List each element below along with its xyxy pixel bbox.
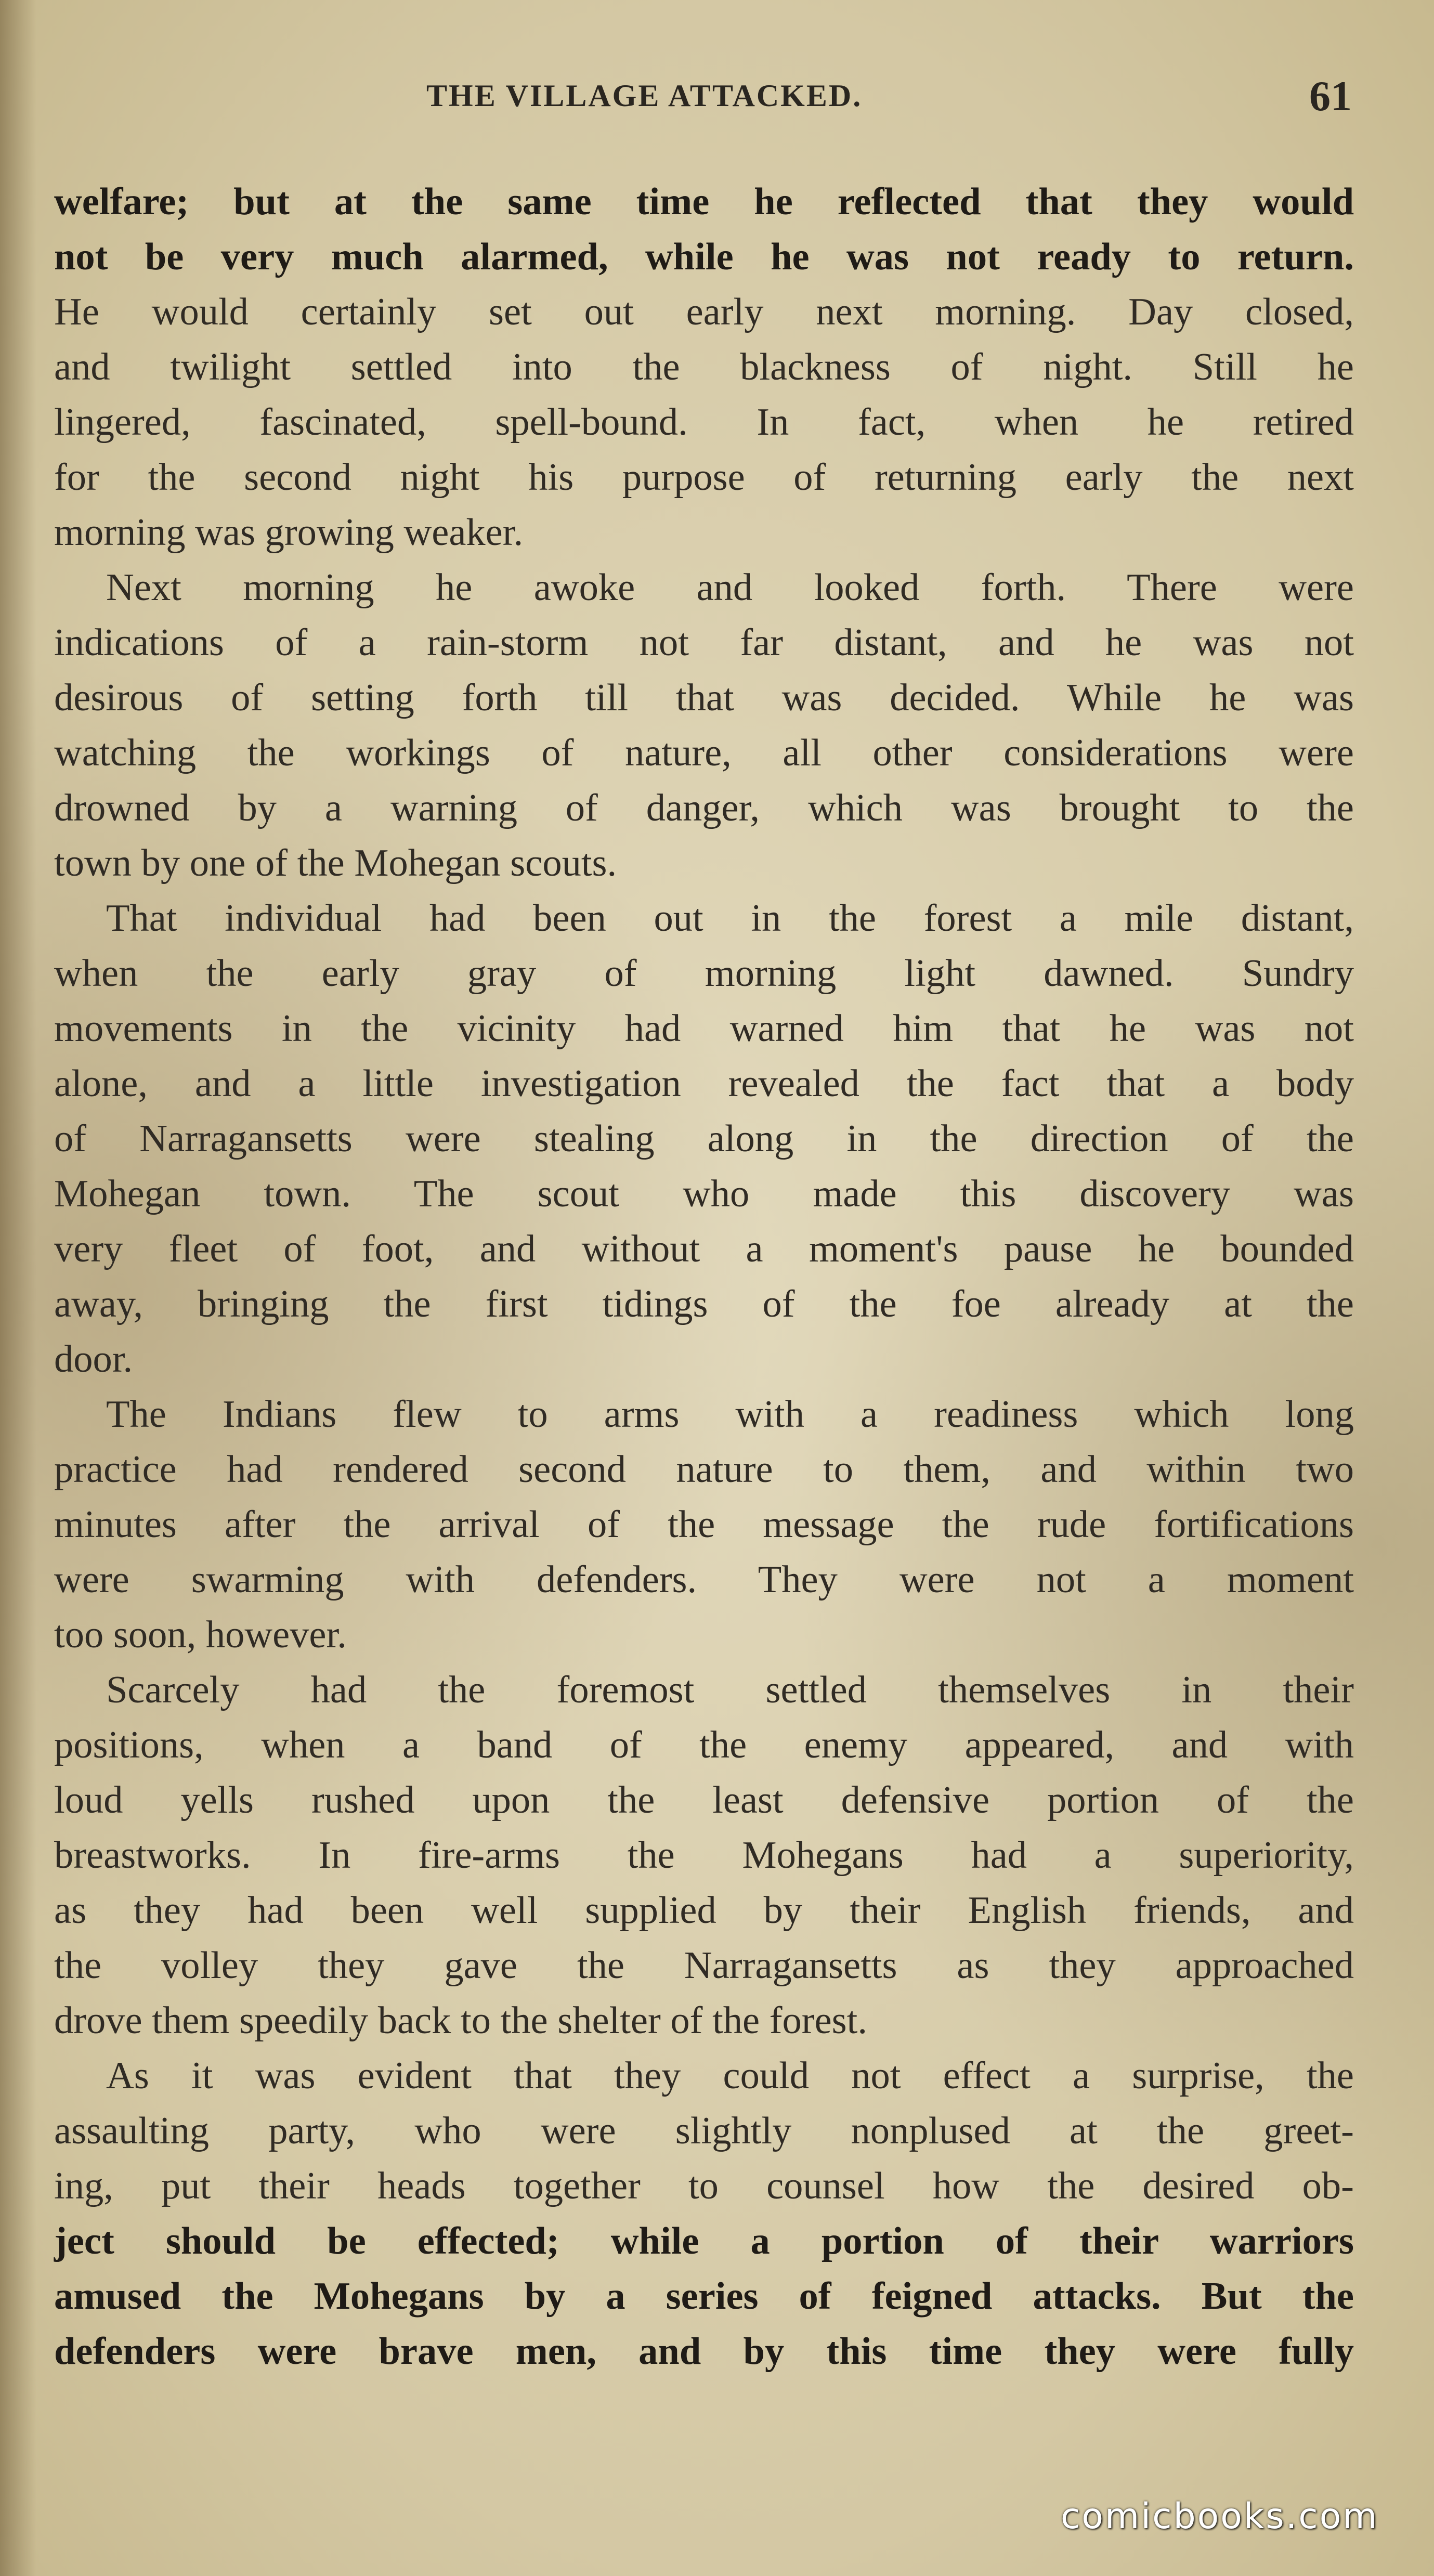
text-line: drove them speedily back to the shelter of the forest. — [54, 1999, 867, 2042]
text-line: breastworks. In fire-arms the Mohegans had a superiority, — [54, 1834, 1354, 1877]
running-title: THE VILLAGE ATTACKED. — [426, 79, 863, 113]
text-line: He would certainly set out early next morning. Day closed, — [54, 291, 1354, 333]
text-line: very fleet of foot, and without a moment's pause he bounded — [54, 1228, 1354, 1270]
page-gutter-shadow — [0, 0, 36, 2576]
text-line: morning was growing weaker. — [54, 511, 524, 554]
text-line: and twilight settled into the blackness of night. Still he — [54, 346, 1354, 388]
text-line: loud yells rushed upon the least defensive portion of the — [54, 1779, 1354, 1822]
text-line: for the second night his purpose of returning early the next — [54, 456, 1354, 499]
text-line: not be very much alarmed, while he was not ready to return. — [54, 236, 1354, 278]
text-line: movements in the vicinity had warned him that he was not — [54, 1007, 1354, 1050]
text-line: too soon, however. — [54, 1614, 347, 1656]
text-line: ject should be effected; while a portion of their warriors — [54, 2220, 1354, 2262]
text-line: defenders were brave men, and by this time they were fully — [54, 2330, 1354, 2373]
text-line: when the early gray of morning light dawned. Sundry — [54, 952, 1354, 995]
text-line: desirous of setting forth till that was decided. While he was — [54, 676, 1354, 719]
text-line: alone, and a little investigation revealed the fact that a body — [54, 1062, 1354, 1105]
text-line: That individual had been out in the forest a mile distant, — [106, 897, 1354, 940]
text-line: door. — [54, 1338, 133, 1381]
text-line: Scarcely had the foremost settled themselves in their — [106, 1669, 1354, 1711]
text-line: watching the workings of nature, all other considerations were — [54, 732, 1354, 774]
text-line: welfare; but at the same time he reflected that they would — [54, 180, 1354, 223]
text-line: drowned by a warning of danger, which was brought to the — [54, 787, 1354, 829]
text-line: assaulting party, who were slightly nonplused at the greet- — [54, 2110, 1354, 2152]
text-line: of Narragansetts were stealing along in the direction of the — [54, 1117, 1354, 1160]
text-line: ing, put their heads together to counsel how the desired ob- — [54, 2165, 1354, 2207]
text-line: positions, when a band of the enemy appeared, and with — [54, 1724, 1354, 1766]
text-line: as they had been well supplied by their English friends, and — [54, 1889, 1354, 1932]
text-line: were swarming with defenders. They were not a moment — [54, 1558, 1354, 1601]
body-text — [54, 174, 1354, 2379]
watermark: comicbooks.com — [1061, 2496, 1379, 2537]
text-line: Next morning he awoke and looked forth. There were — [106, 566, 1354, 609]
text-line: lingered, fascinated, spell-bound. In fact, when he retired — [54, 401, 1354, 444]
page-number: 61 — [1309, 72, 1352, 120]
text-line: minutes after the arrival of the message the rude fortifications — [54, 1503, 1354, 1546]
text-line: the volley they gave the Narragansetts as they approached — [54, 1944, 1354, 1987]
text-line: indications of a rain-storm not far distant, and he was not — [54, 621, 1354, 664]
text-line: practice had rendered second nature to them, and within two — [54, 1448, 1354, 1491]
text-line: As it was evident that they could not effect a surprise, the — [106, 2054, 1354, 2097]
text-line: Mohegan town. The scout who made this discovery was — [54, 1173, 1354, 1215]
text-line: away, bringing the first tidings of the foe already at the — [54, 1283, 1354, 1325]
text-line: amused the Mohegans by a series of feigned attacks. But the — [54, 2275, 1354, 2318]
text-line: The Indians flew to arms with a readiness which long — [106, 1393, 1354, 1436]
text-line: town by one of the Mohegan scouts. — [54, 842, 617, 884]
